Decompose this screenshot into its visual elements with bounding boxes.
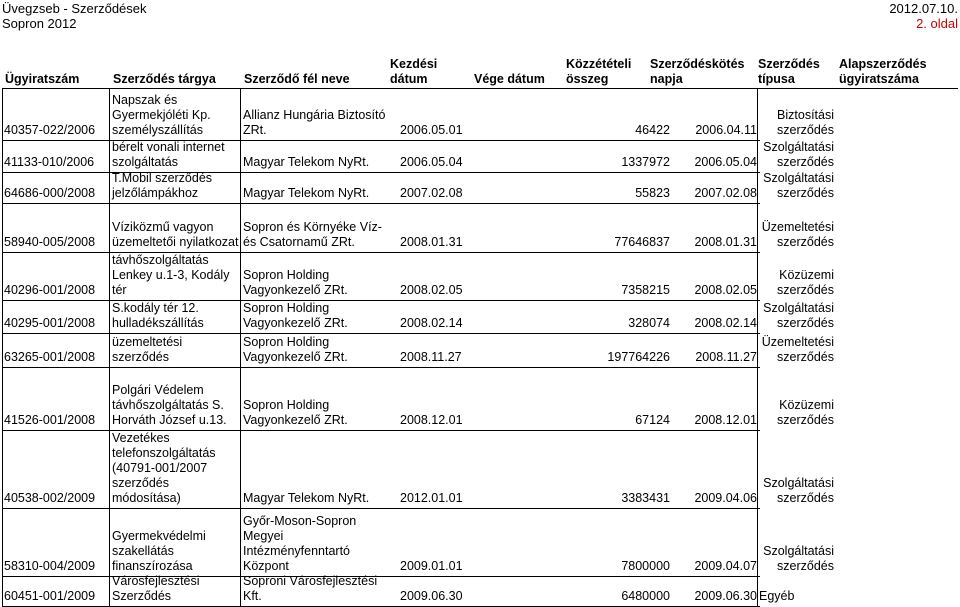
cell-party: Magyar Telekom NyRt. [243, 186, 370, 200]
cell-party: Magyar Telekom NyRt. [243, 491, 370, 505]
cell-party: Soproni Városfejlesztési Kft. [243, 574, 378, 603]
table-row [0, 367, 960, 430]
cell-amount: 197764226 [607, 350, 670, 364]
cell-type: Egyéb [759, 589, 795, 603]
cell-end [480, 252, 550, 298]
cell-id: 41526-001/2008 [4, 413, 96, 427]
cell-signed: 2008.02.14 [694, 316, 757, 330]
cell-end [480, 88, 550, 138]
cell-base [839, 576, 957, 604]
cell-id: 40295-001/2008 [4, 316, 96, 330]
cell-start: 2012.01.01 [400, 491, 463, 505]
cell-signed: 2009.04.07 [694, 559, 757, 573]
cell-id: 40296-001/2008 [4, 283, 96, 297]
column-header-amount: Közzétételi összeg [566, 57, 632, 86]
document-title: Üvegzseb - Szerződések [2, 1, 147, 16]
cell-subject: T.Mobil szerződés jelzőlámpákhoz [112, 171, 213, 200]
cell-subject: Víziközmű vagyon üzemeltetői nyilatkozat [112, 220, 239, 249]
cell-signed: 2009.04.06 [694, 491, 757, 505]
cell-start: 2009.01.01 [400, 559, 463, 573]
table-row [0, 172, 960, 203]
cell-amount: 1337972 [621, 155, 670, 169]
cell-id: 58310-004/2009 [4, 559, 96, 573]
cell-subject: Városfejlesztési Szerződés [112, 574, 200, 603]
cell-signed: 2007.02.08 [694, 186, 757, 200]
table-row [0, 508, 960, 576]
cell-signed: 2008.11.27 [695, 350, 757, 364]
cell-end [480, 333, 550, 365]
cell-base [839, 88, 957, 138]
cell-id: 64686-000/2008 [4, 186, 96, 200]
table-row [0, 203, 960, 252]
cell-amount: 46422 [635, 123, 670, 137]
table-row [0, 140, 960, 172]
cell-end [480, 203, 550, 250]
cell-amount: 77646837 [614, 235, 670, 249]
cell-party: Allianz Hungária Biztosító ZRt. [243, 108, 386, 137]
column-header-type: Szerződés típusa [758, 57, 820, 86]
cell-type: Üzemeltetési szerződés [761, 335, 834, 364]
column-header-base: Alapszerződés ügyiratszáma [839, 57, 927, 86]
cell-start: 2008.12.01 [400, 413, 463, 427]
cell-signed: 2008.02.05 [694, 283, 757, 297]
cell-party: Sopron Holding Vagyonkezelő ZRt. [243, 301, 348, 330]
page-number: 2. oldal [916, 16, 958, 31]
cell-start: 2009.06.30 [400, 589, 463, 603]
column-header-party: Szerződő fél neve [244, 72, 350, 86]
cell-base [839, 508, 957, 574]
cell-base [839, 300, 957, 331]
column-header-id: Ügyiratszám [5, 72, 80, 86]
cell-end [480, 508, 550, 574]
cell-type: Szolgáltatási szerződés [763, 544, 834, 573]
table-row [0, 88, 960, 140]
cell-end [480, 300, 550, 331]
cell-type: Üzemeltetési szerződés [761, 220, 834, 249]
cell-amount: 67124 [635, 413, 670, 427]
cell-amount: 7358215 [621, 283, 670, 297]
cell-type: Biztosítási szerződés [777, 108, 834, 137]
cell-party: Sopron Holding Vagyonkezelő ZRt. [243, 398, 348, 427]
cell-signed: 2008.01.31 [694, 235, 757, 249]
cell-id: 40357-022/2006 [4, 123, 96, 137]
cell-base [839, 140, 957, 170]
cell-id: 60451-001/2009 [4, 589, 96, 603]
cell-end [480, 140, 550, 170]
cell-subject: Vezetékes telefonszolgáltatás (40791-001/2007 szerződés módosítása) [112, 431, 216, 505]
cell-id: 58940-005/2008 [4, 235, 96, 249]
print-date: 2012.07.10. [889, 1, 958, 16]
cell-party: Sopron és Környéke Víz- és Csatornamű ZRt. [243, 220, 382, 249]
cell-start: 2008.02.14 [400, 316, 463, 330]
column-header-end: Vége dátum [474, 72, 545, 86]
cell-id: 63265-001/2008 [4, 350, 96, 364]
table-row [0, 252, 960, 300]
cell-end [480, 172, 550, 201]
cell-type: Közüzemi szerződés [777, 268, 834, 297]
cell-subject: Polgári Védelem távhőszolgáltatás S. Horváth József u.13. [112, 383, 227, 427]
cell-id: 40538-002/2009 [4, 491, 96, 505]
table-row [0, 333, 960, 367]
cell-end [480, 430, 550, 506]
cell-amount: 3383431 [621, 491, 670, 505]
cell-base [839, 252, 957, 298]
column-header-start: Kezdési dátum [390, 57, 438, 86]
cell-id: 41133-010/2006 [4, 155, 95, 169]
cell-amount: 328074 [628, 316, 670, 330]
cell-subject: bérelt vonali internet szolgáltatás [112, 140, 225, 169]
document-subtitle: Sopron 2012 [2, 16, 77, 31]
cell-signed: 2006.04.11 [695, 123, 757, 137]
cell-start: 2008.02.05 [400, 283, 463, 297]
cell-start: 2008.01.31 [400, 235, 463, 249]
column-header-signed: Szerződéskötés napja [650, 57, 745, 86]
cell-base [839, 367, 957, 428]
cell-base [839, 203, 957, 250]
cell-base [839, 333, 957, 365]
cell-signed: 2006.05.04 [694, 155, 757, 169]
cell-subject: S.kodály tér 12. hulladékszállítás [112, 301, 204, 330]
cell-subject: Gyermekvédelmi szakellátás finanszírozása [112, 529, 206, 573]
cell-start: 2006.05.04 [400, 155, 463, 169]
cell-subject: üzemeltetési szerződés [112, 335, 183, 364]
cell-subject: távhőszolgáltatás Lenkey u.1-3, Kodály tér [112, 253, 230, 297]
cell-end [480, 367, 550, 428]
table-row [0, 430, 960, 508]
cell-start: 2007.02.08 [400, 186, 463, 200]
cell-type: Szolgáltatási szerződés [763, 301, 834, 330]
column-header-subject: Szerződés tárgya [113, 72, 216, 86]
table-row [0, 576, 960, 606]
cell-signed: 2009.06.30 [694, 589, 757, 603]
cell-start: 2006.05.01 [400, 123, 463, 137]
table-row [0, 300, 960, 333]
cell-type: Szolgáltatási szerződés [763, 140, 834, 169]
cell-party: Magyar Telekom NyRt. [243, 155, 370, 169]
cell-type: Szolgáltatási szerződés [763, 171, 834, 200]
cell-signed: 2008.12.01 [694, 413, 757, 427]
cell-subject: Napszak és Gyermekjóléti Kp. személyszállítás [112, 93, 211, 137]
cell-type: Közüzemi szerződés [777, 398, 834, 427]
cell-party: Sopron Holding Vagyonkezelő ZRt. [243, 268, 348, 297]
cell-amount: 55823 [635, 186, 670, 200]
cell-base [839, 430, 957, 506]
cell-party: Győr-Moson-Sopron Megyei Intézményfenntartó Központ [243, 514, 357, 573]
cell-end [480, 576, 550, 604]
cell-party: Sopron Holding Vagyonkezelő ZRt. [243, 335, 348, 364]
cell-base [839, 172, 957, 201]
cell-amount: 7800000 [621, 559, 670, 573]
cell-type: Szolgáltatási szerződés [763, 476, 834, 505]
cell-amount: 6480000 [621, 589, 670, 603]
cell-start: 2008.11.27 [400, 350, 462, 364]
